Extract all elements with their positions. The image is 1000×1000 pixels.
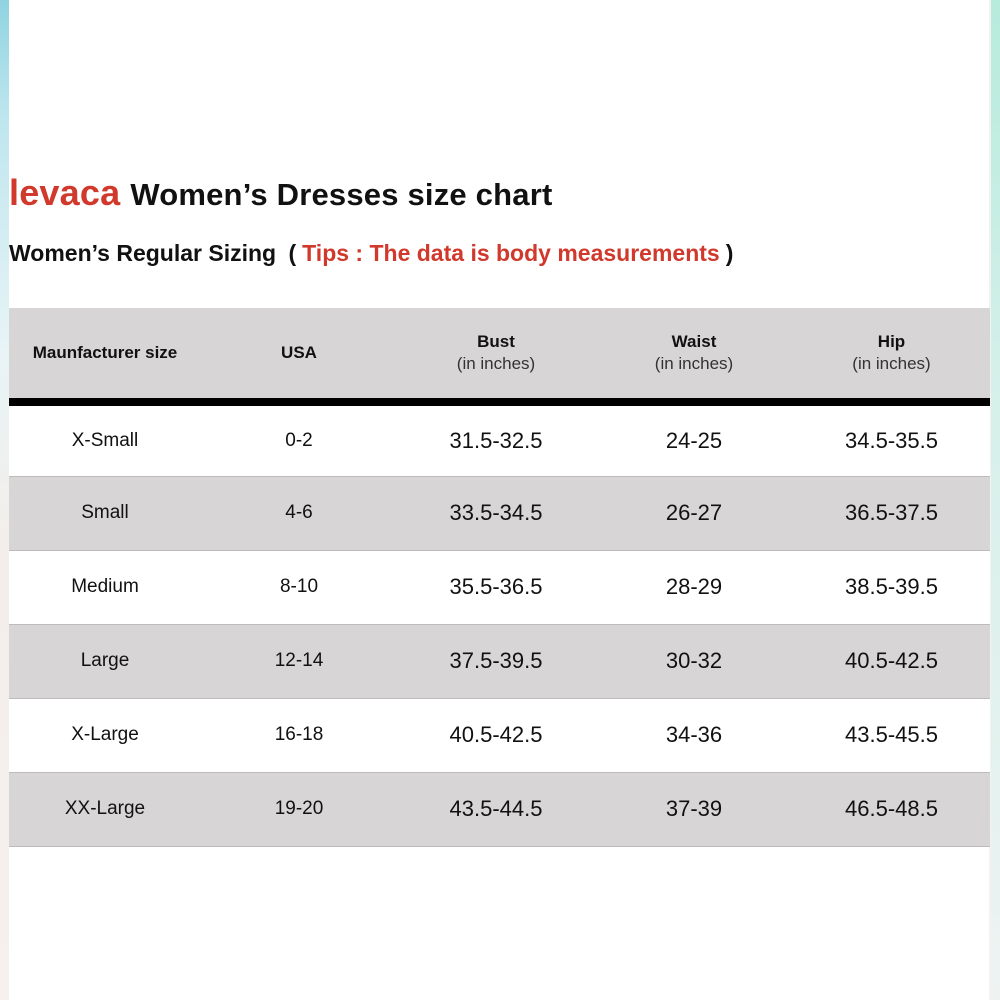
cell-bust: 35.5-36.5 [397, 550, 595, 624]
size-chart-table [9, 308, 990, 847]
cell-bust: 37.5-39.5 [397, 624, 595, 698]
column-header-bust [397, 308, 595, 402]
cell-manufacturer-size: X-Large [9, 698, 201, 772]
table-row [9, 476, 990, 550]
column-header-hip [793, 308, 990, 402]
cell-waist: 24-25 [595, 402, 793, 476]
table-row [9, 550, 990, 624]
cell-waist: 28-29 [595, 550, 793, 624]
cell-hip: 36.5-37.5 [793, 476, 990, 550]
column-header-usa [201, 308, 397, 402]
cell-manufacturer-size: Large [9, 624, 201, 698]
size-chart-table-container [9, 308, 990, 847]
cell-waist: 26-27 [595, 476, 793, 550]
tip-open-paren: ( [288, 240, 297, 266]
table-row [9, 402, 990, 476]
cell-bust: 40.5-42.5 [397, 698, 595, 772]
cell-usa-size: 4-6 [201, 476, 397, 550]
cell-usa-size: 19-20 [201, 772, 397, 846]
column-header-label: Waist [671, 332, 717, 351]
cell-manufacturer-size: Small [9, 476, 201, 550]
column-header-unit: (in inches) [654, 354, 734, 373]
left-edge-decoration [0, 0, 9, 1000]
cell-waist: 34-36 [595, 698, 793, 772]
cell-bust: 33.5-34.5 [397, 476, 595, 550]
cell-waist: 30-32 [595, 624, 793, 698]
table-row [9, 772, 990, 846]
table-header-row [9, 308, 990, 402]
cell-manufacturer-size: X-Small [9, 402, 201, 476]
column-header-label: USA [281, 343, 317, 362]
column-header-manufacturer-size [9, 308, 201, 402]
column-header-label: Hip [877, 332, 906, 351]
table-row [9, 624, 990, 698]
title-text: Women’s Dresses size chart [130, 177, 553, 212]
cell-manufacturer-size: XX-Large [9, 772, 201, 846]
brand-logo: levaca [9, 172, 121, 213]
column-header-unit: (in inches) [852, 354, 931, 373]
cell-bust: 31.5-32.5 [397, 402, 595, 476]
cell-hip: 43.5-45.5 [793, 698, 990, 772]
column-header-waist [595, 308, 793, 402]
tip-close-paren: ) [725, 240, 734, 266]
cell-hip: 34.5-35.5 [793, 402, 990, 476]
cell-hip: 38.5-39.5 [793, 550, 990, 624]
cell-usa-size: 16-18 [201, 698, 397, 772]
cell-usa-size: 8-10 [201, 550, 397, 624]
table-row [9, 698, 990, 772]
cell-bust: 43.5-44.5 [397, 772, 595, 846]
cell-hip: 46.5-48.5 [793, 772, 990, 846]
subtitle-text: Women’s Regular Sizing [9, 240, 277, 266]
cell-usa-size: 12-14 [201, 624, 397, 698]
page-title [9, 172, 552, 214]
column-header-label: Maunfacturer size [32, 343, 178, 362]
right-edge-decoration [991, 0, 1000, 1000]
tip-text: Tips : The data is body measurements [302, 240, 720, 266]
column-header-unit: (in inches) [456, 354, 536, 373]
cell-manufacturer-size: Medium [9, 550, 201, 624]
cell-hip: 40.5-42.5 [793, 624, 990, 698]
sizing-subtitle [9, 240, 739, 267]
column-header-label: Bust [477, 332, 515, 351]
cell-usa-size: 0-2 [201, 402, 397, 476]
cell-waist: 37-39 [595, 772, 793, 846]
